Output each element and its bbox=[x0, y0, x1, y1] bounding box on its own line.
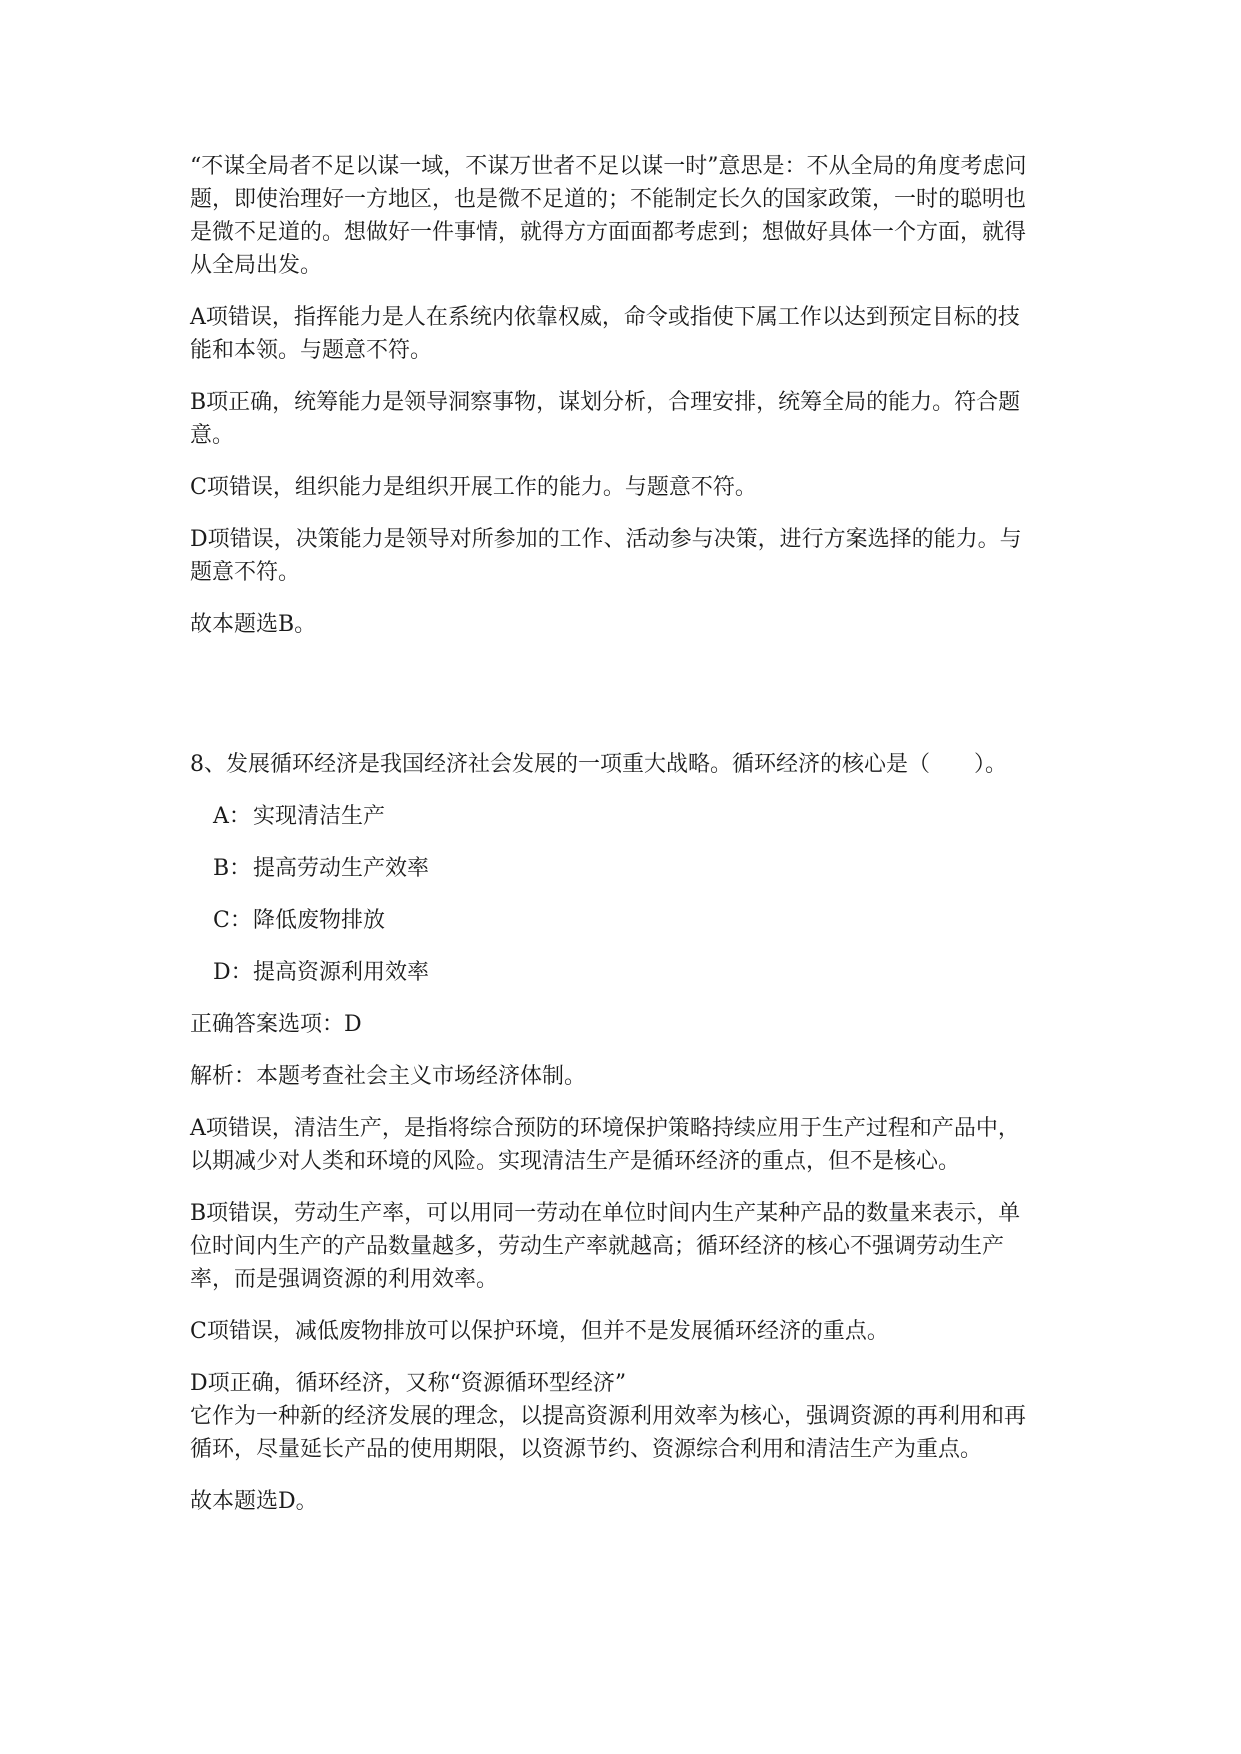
option-d bbox=[213, 956, 1040, 989]
option-a-key: A： bbox=[213, 804, 251, 829]
option-b-key: B： bbox=[213, 856, 252, 881]
analysis-d: D项正确，循环经济，又称“资源循环型经济” 它作为一种新的经济发展的理念，以提高资源利用效率为核心，强调资源的再利用和再循环，尽量延长产品的使用期限，以资源节约、资源综合利用和清洁生产为重点。 bbox=[190, 1371, 1027, 1462]
document-page bbox=[190, 150, 1040, 1537]
previous-analysis-b: B项正确，统筹能力是领导洞察事物，谋划分析，合理安排，统筹全局的能力。符合题意。 bbox=[190, 390, 1021, 448]
correct-answer: 正确答案选项：D bbox=[190, 1012, 362, 1037]
question-stem: 8、发展循环经济是我国经济社会发展的一项重大战略。循环经济的核心是（ ）。 bbox=[190, 752, 1007, 777]
option-d-text: 提高资源利用效率 bbox=[253, 960, 430, 985]
option-a bbox=[213, 800, 1040, 833]
option-b-text: 提高劳动生产效率 bbox=[253, 856, 430, 881]
section-spacer bbox=[190, 660, 1040, 748]
analysis-b: B项错误，劳动生产率，可以用同一劳动在单位时间内生产某种产品的数量来表示，单位时间内生产的产品数量越多，劳动生产率就越高；循环经济的核心不强调劳动生产率，而是强调资源的利用效率。 bbox=[190, 1201, 1021, 1292]
previous-explanation-intro: “不谋全局者不足以谋一域，不谋万世者不足以谋一时”意思是：不从全局的角度考虑问题，即使治理好一方地区，也是微不足道的；不能制定长久的国家政策，一时的聪明也是微不足道的。想做好一件事情，就得方方面面都考虑到；想做好具体一个方面，就得从全局出发。 bbox=[190, 154, 1027, 278]
option-c-key: C： bbox=[213, 908, 252, 933]
option-c bbox=[213, 904, 1040, 937]
conclusion: 故本题选D。 bbox=[190, 1489, 318, 1514]
previous-analysis-a: A项错误，指挥能力是人在系统内依靠权威，命令或指使下属工作以达到预定目标的技能和本领。与题意不符。 bbox=[190, 305, 1020, 363]
option-b bbox=[213, 852, 1040, 885]
previous-analysis-d: D项错误，决策能力是领导对所参加的工作、活动参与决策，进行方案选择的能力。与题意不符。 bbox=[190, 527, 1022, 585]
option-c-text: 降低废物排放 bbox=[253, 908, 386, 933]
analysis-a: A项错误，清洁生产，是指将综合预防的环境保护策略持续应用于生产过程和产品中，以期减少对人类和环境的风险。实现清洁生产是循环经济的重点，但不是核心。 bbox=[190, 1116, 1020, 1174]
analysis-intro: 解析：本题考查社会主义市场经济体制。 bbox=[190, 1064, 587, 1089]
option-d-key: D： bbox=[213, 960, 253, 985]
option-a-text: 实现清洁生产 bbox=[253, 804, 386, 829]
previous-analysis-c: C项错误，组织能力是组织开展工作的能力。与题意不符。 bbox=[190, 475, 757, 500]
previous-conclusion: 故本题选B。 bbox=[190, 612, 317, 637]
analysis-c: C项错误，减低废物排放可以保护环境，但并不是发展循环经济的重点。 bbox=[190, 1319, 889, 1344]
